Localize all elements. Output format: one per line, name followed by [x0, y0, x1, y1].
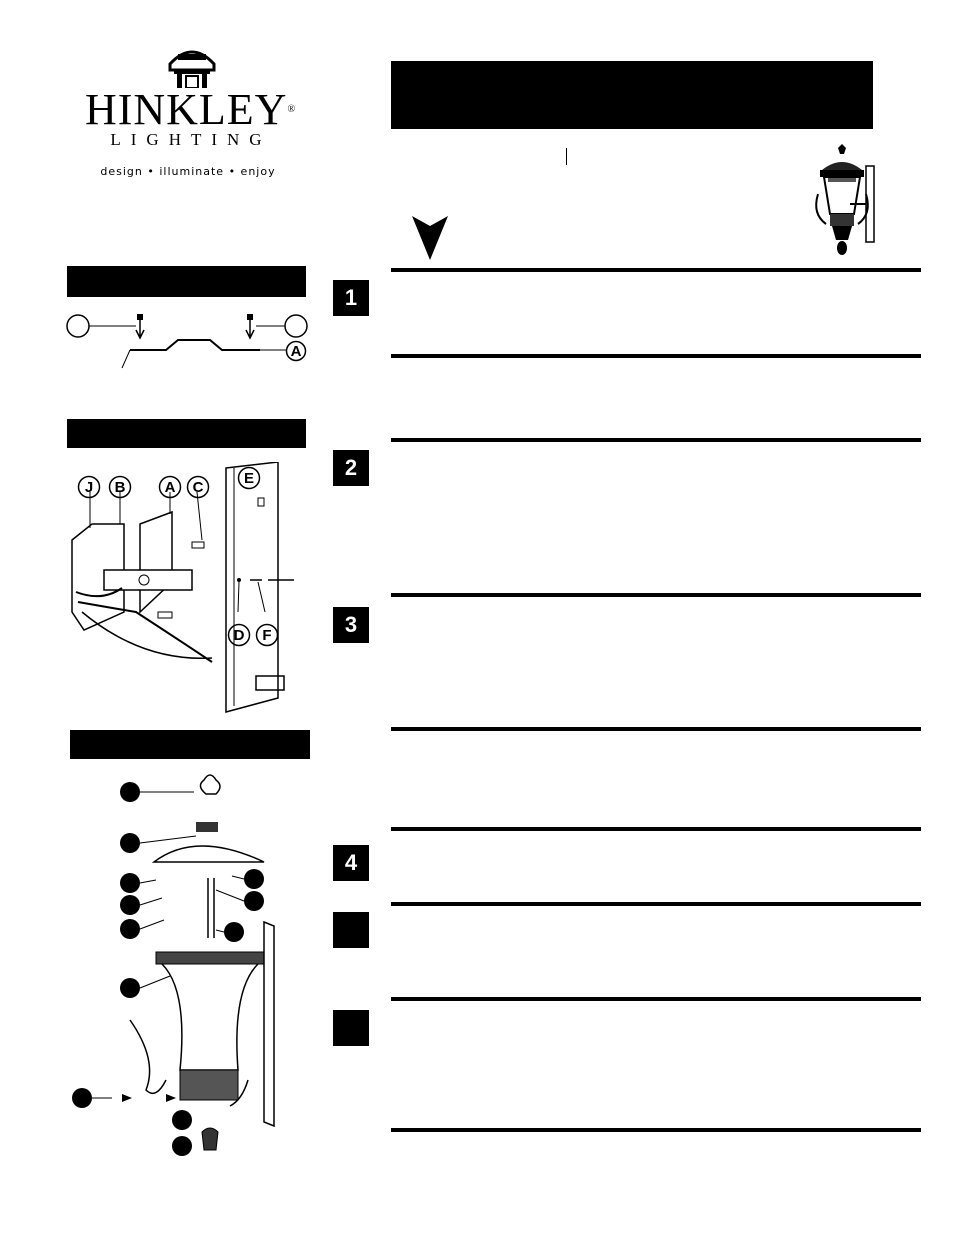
callout-a [285, 340, 307, 362]
exploded-parts-diagram [66, 770, 286, 1162]
brand-subtitle: LIGHTING [110, 130, 272, 149]
callout-c [186, 475, 210, 499]
callout-e [237, 466, 261, 490]
rule-7 [391, 902, 921, 906]
brand-tagline: design • illuminate • enjoy [100, 165, 276, 178]
step-2: 2 [333, 450, 369, 486]
callout-e-label: E [243, 470, 255, 487]
callout-c-label: C [192, 479, 204, 496]
step-6 [333, 1010, 369, 1046]
rule-3 [391, 438, 921, 442]
rule-4 [391, 593, 921, 597]
title-bar [391, 61, 873, 129]
header-divider [566, 148, 567, 165]
wiring-diagram [62, 462, 312, 722]
rule-6 [391, 827, 921, 831]
callout-a-label: A [290, 343, 302, 360]
callout-b-label: B [114, 479, 126, 496]
step-4: 4 [333, 845, 369, 881]
rule-1 [391, 268, 921, 272]
callout-j [77, 475, 101, 499]
callout-d [227, 623, 251, 647]
callout-j-label: J [84, 479, 94, 496]
callout-b [108, 475, 132, 499]
callout-a2 [158, 475, 182, 499]
hinkley-logo-icon [164, 44, 220, 88]
callout-a2-label: A [164, 479, 176, 496]
brand-name: HINKLEY® [84, 85, 297, 134]
section-bar-2 [67, 419, 306, 448]
callout-f [255, 623, 279, 647]
arrow-down-icon [410, 214, 450, 262]
step-1: 1 [333, 280, 369, 316]
step-3: 3 [333, 607, 369, 643]
section-bar-3 [70, 730, 310, 759]
rule-2 [391, 354, 921, 358]
rule-9 [391, 1128, 921, 1132]
rule-8 [391, 997, 921, 1001]
rule-5 [391, 727, 921, 731]
mounting-diagram [60, 306, 320, 376]
section-bar-1 [67, 266, 306, 297]
callout-f-label: F [262, 627, 272, 644]
step-5 [333, 912, 369, 948]
callout-d-label: D [233, 627, 245, 644]
lantern-product-icon [808, 144, 888, 262]
